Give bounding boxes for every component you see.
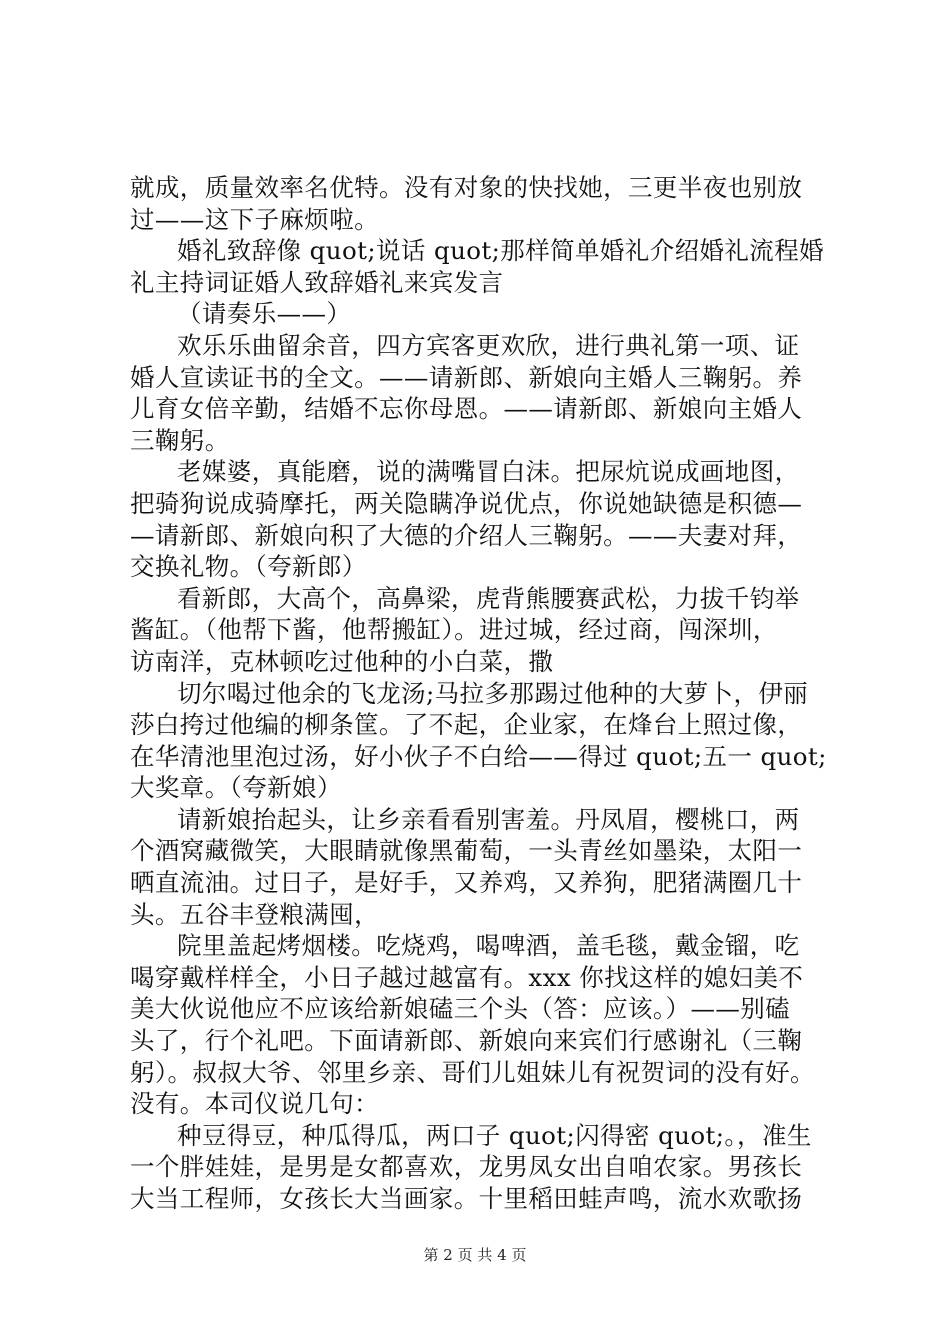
text-line: 看新郎，大高个，高鼻梁，虎背熊腰赛武松，力拔千钧举: [177, 583, 800, 613]
text-line: 交换礼物。（夸新郎）: [130, 552, 367, 582]
text-line: 把骑狗说成骑摩托，两关隐瞒净说优点，你说她缺德是积德—: [130, 488, 803, 518]
text-line: 礼主持词证婚人致辞婚礼来宾发言: [130, 267, 504, 297]
text-line: 老媒婆，真能磨，说的满嘴冒白沫。把尿炕说成画地图，: [177, 457, 800, 487]
text-line: 婚人宣读证书的全文。——请新郎、新娘向主婚人三鞠躬。养: [130, 362, 803, 392]
text-line: —请新郎、新娘向积了大德的介绍人三鞠躬。——夫妻对拜，: [130, 520, 803, 550]
text-line: 一个胖娃娃，是男是女都喜欢，龙男凤女出自咱农家。男孩长: [130, 1152, 803, 1182]
text-line: 个酒窝藏微笑，大眼睛就像黑葡萄，一头青丝如墨染，太阳一: [130, 836, 803, 866]
text-line: 晒直流油。过日子，是好手，又养鸡，又养狗，肥猪满圈几十: [130, 868, 803, 898]
page-number-footer: 第 2 页 共 4 页: [423, 1246, 527, 1264]
text-line: 美大伙说他应不应该给新娘磕三个头（答：应该。）——别磕: [130, 994, 791, 1024]
text-line: 就成，质量效率名优特。没有对象的快找她，三更半夜也别放: [130, 173, 803, 202]
text-line: 请新娘抬起头，让乡亲看看别害羞。丹凤眉，樱桃口，两: [177, 804, 800, 834]
document-body: [130, 172, 830, 1215]
text-line: 头了，行个礼吧。下面请新郎、新娘向来宾们行感谢礼（三鞠: [130, 1026, 803, 1056]
text-line: 婚礼致辞像 quot;说话 quot;那样简单婚礼介绍婚礼流程婚: [177, 236, 824, 266]
text-line: 访南洋，克林顿吃过他种的小白菜，撒: [130, 646, 554, 676]
text-line: （请奏乐——）: [177, 299, 352, 329]
text-line: 儿育女倍辛勤，结婚不忘你母恩。——请新郎、新娘向主婚人: [130, 394, 803, 424]
text-line: 没有。本司仪说几句：: [130, 1089, 379, 1119]
text-line: 种豆得豆，种瓜得瓜，两口子 quot;闪得密 quot;。，准生: [177, 1120, 812, 1150]
text-line: 欢乐乐曲留余音，四方宾客更欢欣，进行典礼第一项、证: [177, 330, 800, 360]
text-line: 三鞠躬。: [130, 425, 230, 455]
text-line: 在华清池里泡过汤，好小伙子不白给——得过 quot;五一 quot;: [130, 741, 827, 771]
text-line: 过——这下子麻烦啦。: [130, 204, 379, 234]
text-line: 切尔喝过他余的飞龙汤;马拉多那踢过他种的大萝卜，伊丽: [177, 678, 809, 708]
text-line: 酱缸。（他帮下酱，他帮搬缸）。进过城，经过商，闯深圳，: [130, 615, 778, 645]
text-line: 大奖章。（夸新娘）: [130, 773, 342, 803]
text-line: 头。五谷丰登粮满囤，: [130, 899, 379, 929]
text-line: 大当工程师，女孩长大当画家。十里稻田蛙声鸣，流水欢歌扬: [130, 1184, 803, 1213]
text-line: 躬）。叔叔大爷、邻里乡亲、哥们儿姐妹儿有祝贺词的没有好。: [130, 1057, 815, 1087]
text-line: 喝穿戴样样全，小日子越过越富有。xxx 你找这样的媳妇美不: [130, 962, 804, 992]
text-line: 莎白挎过他编的柳条筐。了不起，企业家，在烽台上照过像，: [130, 710, 803, 740]
text-line: 院里盖起烤烟楼。吃烧鸡，喝啤酒，盖毛毯，戴金镏，吃: [177, 931, 800, 961]
